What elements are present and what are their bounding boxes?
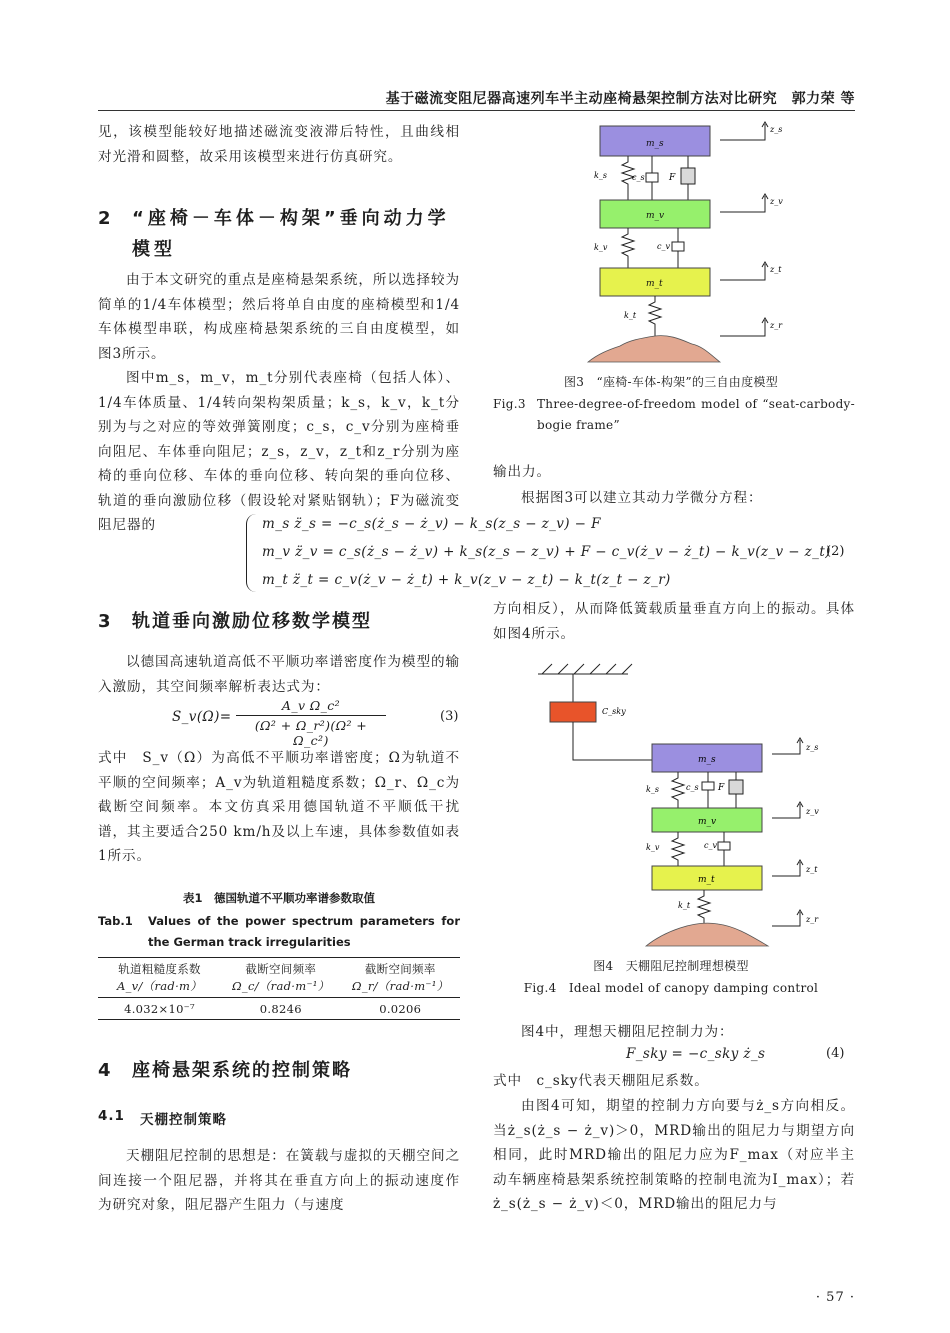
table-1-title-en-label: Tab.1	[98, 914, 133, 928]
table-1-bottom-rule	[98, 1019, 460, 1020]
z-bogie-label: z_t	[770, 265, 782, 274]
figure-3-caption-en: Three-degree-of-freedom model of “seat-carbody-bogie frame”	[537, 397, 855, 432]
equation-2-line-1: m_s z̈_s = −c_s(ż_s − ż_v) − k_s(z_s − z_v) − F	[262, 516, 601, 532]
table-header-text: 轨道粗糙度系数	[118, 962, 201, 976]
seat-mass-label-4: m_s	[698, 755, 716, 765]
section-4-1-paragraph: 天棚阻尼控制的思想是：在簧载与虚拟的天棚空间之间连接一个阻尼器，并将其在垂直方向上的振动速度作为研究对象，阻尼器产生阻力（与速度	[98, 1148, 460, 1213]
section-3-paragraph-1: 以德国高速轨道高低不平顺功率谱密度作为模型的输入激励，其空间频率解析表达式为：	[98, 654, 460, 695]
bogie-mass-block	[600, 268, 710, 296]
mr-damper-label: F	[669, 173, 676, 183]
equation-2-line-2: m_v z̈_v = c_s(ż_s − ż_v) + k_s(z_s − z_v) + F − c_v(ż_v − ż_t) − k_v(z_v − z_t)	[262, 544, 831, 560]
track-spring-label: k_t	[624, 311, 637, 320]
right-paragraph-5: 式中 c_sky代表天棚阻尼系数。	[493, 1073, 709, 1089]
body-spring	[622, 228, 634, 268]
z-seat-label-4: z_s	[806, 743, 819, 752]
section-4-1-title: 天棚控制策略	[140, 1112, 227, 1128]
z-indicators	[720, 122, 768, 336]
table-header-text: 截断空间频率	[364, 962, 436, 976]
right-paragraph-1: 输出力。	[493, 464, 551, 480]
bogie-mass-block-4	[652, 866, 762, 890]
figure-3-caption-en-label: Fig.3	[493, 397, 526, 411]
section-2-paragraph-1: 由于本文研究的重点是座椅悬架系统，所以选择较为简单的1/4车体模型；然后将单自由度的座椅模型和1/4车体模型串联，构成座椅悬架系统的三自由度模型，如图3所示。	[98, 272, 460, 362]
figure-3-caption-cn: 图3 “座椅-车体-构架”的三自由度模型	[563, 375, 778, 389]
equation-2-line-3: m_t z̈_t = c_v(ż_v − ż_t) + k_v(z_v − z_t) − k_t(z_t − z_r)	[262, 572, 671, 588]
sky-connection	[573, 722, 652, 760]
table-header-unit: A_v/（rad·m）	[117, 979, 203, 993]
section-4-1-number: 4.1	[98, 1108, 125, 1124]
equation-4-number: (4)	[826, 1046, 845, 1061]
table-1	[98, 960, 460, 996]
table-header-text: 截断空间频率	[245, 962, 317, 976]
track-spring	[649, 296, 661, 336]
body-mass-label: m_v	[646, 211, 665, 221]
equation-3-fraction	[236, 698, 386, 748]
seat-mass-label: m_s	[646, 139, 664, 149]
mr-damper-label-4: F	[718, 783, 725, 793]
section-3-paragraph-2: 式中 S_v（Ω）为高低不平顺功率谱密度；Ω为轨道不平顺的空间频率；A_v为轨道粗糙度系数；Ω_r、Ω_c为截断空间频率。本文仿真采用德国轨道不平顺低干扰谱，其主要适合250 km/h及以上车速，具体参数值如表1所示。	[98, 750, 460, 864]
table-cell: 0.0206	[379, 1002, 422, 1016]
sky-damper-block	[550, 702, 596, 722]
equation-2-number: (2)	[826, 544, 845, 559]
seat-mass-block	[600, 126, 710, 156]
z-bogie-label-4: z_t	[806, 865, 818, 874]
right-paragraph-6-text: 由图4可知，期望的控制力方向要与ż_s方向相反。当ż_s(ż_s − ż_v)＞0，MRD输出的阻尼力与期望方向相同，此时MRD输出的阻尼力应为F_max（对应半主动车辆座椅悬架系统控制策略的控制电流为I_max）；若ż_s(ż_s − ż_v)＜0，MRD输出的阻尼力与	[493, 1098, 855, 1212]
bogie-mass-label-4: m_t	[698, 875, 715, 885]
table-cell: 0.8246	[259, 1002, 302, 1016]
equation-2-brace	[246, 514, 259, 592]
section-2-number: 2	[98, 208, 115, 229]
body-mass-block-4	[652, 808, 762, 832]
section-4-title: 座椅悬架系统的控制策略	[132, 1060, 352, 1081]
equation-3-numerator: A_v Ω_c²	[281, 698, 341, 713]
mr-damper-body	[681, 168, 695, 184]
sky-damper-label: C_sky	[602, 707, 626, 716]
table-cell: 4.032×10⁻⁷	[124, 1002, 195, 1016]
section-2-paragraph-2: 图中m_s，m_v，m_t分别代表座椅（包括人体）、1/4车体质量、1/4转向架构架质量；k_s，k_v，k_t分别为与之对应的等效弹簧刚度；c_s，c_v分别为座椅垂向阻尼、车体垂向阻尼；z_s，z_v，z_t和z_r分别为座椅的垂向位移、车体的垂向位移、转向架的垂向位移、轨道的垂向激励位移（假设轮对紧贴钢轨）；F为磁流变阻尼器的	[98, 370, 460, 533]
running-header: 基于磁流变阻尼器高速列车半主动座椅悬架控制方法对比研究 郭力荣 等	[385, 91, 855, 107]
seat-mass-block-4	[652, 744, 762, 772]
seat-spring-label: k_s	[594, 171, 607, 180]
figure-4-caption-cn: 图4 天棚阻尼控制理想模型	[593, 959, 749, 973]
track-spring-4	[698, 890, 710, 924]
z-seat-label: z_s	[770, 125, 783, 134]
table-row	[98, 1000, 460, 1019]
section-3-number: 3	[98, 611, 115, 632]
bogie-mass-label: m_t	[646, 279, 663, 289]
figure-4-diagram	[528, 662, 828, 954]
body-damper-body	[672, 242, 684, 251]
track-ground	[588, 336, 720, 362]
seat-damper-body	[646, 173, 658, 182]
section-4-number: 4	[98, 1060, 115, 1081]
track-spring-label-4: k_t	[678, 901, 691, 910]
equation-3-lhs: S_v(Ω)=	[172, 709, 232, 725]
intro-paragraph: 见，该模型能较好地描述磁流变液滞后特性，且曲线相对光滑和圆整，故采用该模型来进行仿真研究。	[98, 124, 460, 165]
z-track-label: z_r	[770, 321, 783, 330]
table-header-row	[98, 960, 460, 996]
table-header-cell	[341, 960, 460, 996]
body-damper-label: c_v	[657, 242, 670, 251]
sky-hatch	[538, 664, 632, 674]
table-header-unit: Ω_c/（rad·m⁻¹）	[232, 979, 330, 993]
z-track-label-4: z_r	[806, 915, 819, 924]
table-1-body	[98, 1000, 460, 1019]
table-1-title-cn: 表1 德国轨道不平顺功率谱参数取值	[183, 891, 375, 905]
table-1-title-en: Values of the power spectrum parameters for the German track irregularities	[148, 914, 460, 949]
body-spring-label: k_v	[594, 243, 608, 252]
body-mass-block	[600, 200, 710, 228]
mr-damper-body-4	[729, 780, 743, 794]
z-body-label: z_v	[770, 197, 783, 206]
table-1-mid-rule	[98, 997, 460, 998]
seat-damper-label-4: c_s	[686, 783, 699, 792]
seat-damper-label: c_s	[632, 173, 645, 182]
page-number: · 57 ·	[815, 1290, 855, 1305]
seat-spring-4	[672, 772, 684, 808]
body-spring-label-4: k_v	[646, 843, 660, 852]
seat-damper-body-4	[702, 782, 714, 790]
body-damper-body-4	[718, 842, 730, 850]
table-header-unit: Ω_r/（rad·m⁻¹）	[352, 979, 449, 993]
z-indicators-4	[772, 738, 803, 926]
section-3-title: 轨道垂向激励位移数学模型	[132, 611, 372, 632]
right-paragraph-4: 图4中，理想天棚阻尼控制力为：	[521, 1024, 734, 1040]
figure-3-diagram	[580, 118, 790, 368]
table-1-top-rule	[98, 957, 460, 958]
body-damper-label-4: c_v	[704, 841, 717, 850]
header-rule	[98, 110, 855, 111]
body-mass-label-4: m_v	[698, 817, 717, 827]
equation-4: F_sky = −c_sky ż_s	[626, 1046, 766, 1062]
track-ground-4	[646, 923, 768, 946]
section-2-title: “座椅－车体－构架”垂向动力学模型	[132, 208, 450, 260]
figure-4-caption-en: Fig.4 Ideal model of canopy damping control	[523, 981, 819, 995]
table-header-cell	[221, 960, 340, 996]
right-paragraph-2: 根据图3可以建立其动力学微分方程：	[521, 490, 763, 506]
z-body-label-4: z_v	[806, 807, 819, 816]
seat-spring-label-4: k_s	[646, 785, 659, 794]
body-spring-4	[672, 832, 684, 866]
right-paragraph-3: 方向相反），从而降低簧载质量垂直方向上的振动。具体如图4所示。	[493, 601, 855, 642]
table-header-cell	[98, 960, 221, 996]
equation-3-number: (3)	[440, 709, 459, 724]
right-paragraph-6	[493, 1094, 855, 1217]
equation-3-fraction-bar	[236, 715, 386, 716]
equation-3-denominator: (Ω² + Ω_r²)(Ω² + Ω_c²)	[254, 718, 368, 748]
